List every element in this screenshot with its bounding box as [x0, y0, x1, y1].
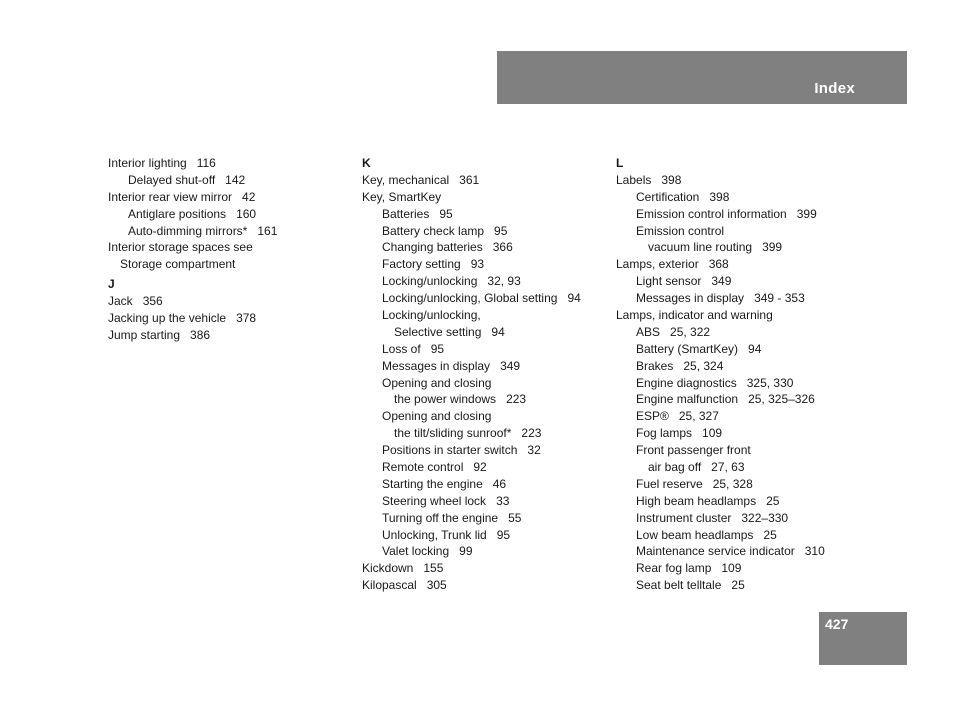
- index-entry: [362, 476, 612, 493]
- index-entry: [616, 324, 866, 341]
- index-entry-term: Unlocking, Trunk lid: [382, 527, 487, 542]
- index-entry-term: Lamps, indicator and warning: [616, 308, 773, 323]
- index-entry-page-ref: 349 - 353: [754, 291, 805, 306]
- index-entry-term: Rear fog lamp: [636, 561, 712, 576]
- index-entry-term: High beam headlamps: [636, 493, 757, 508]
- index-entry: [616, 493, 866, 510]
- index-entry: [362, 425, 612, 442]
- index-entry: [362, 273, 612, 290]
- index-entry: [616, 358, 866, 375]
- index-entry-page-ref: 325, 330: [746, 375, 794, 390]
- index-entry-term: Brakes: [636, 358, 674, 373]
- index-entry: [362, 358, 612, 375]
- index-entry-page-ref: 95: [494, 223, 508, 238]
- index-entry-page-ref: 32: [527, 443, 541, 458]
- index-letter-heading: K: [362, 156, 371, 170]
- index-entry: [616, 307, 866, 324]
- index-entry-term: Fuel reserve: [636, 476, 703, 491]
- index-entry-page-ref: 322–330: [741, 510, 789, 525]
- index-entry: [362, 391, 612, 408]
- index-entry-page-ref: 95: [430, 341, 445, 356]
- index-entry: [362, 510, 612, 527]
- index-entry-term: Factory setting: [382, 257, 461, 272]
- index-entry-term: Seat belt telltale: [636, 578, 722, 593]
- index-entry-page-ref: 116: [196, 156, 216, 170]
- index-entry: [616, 560, 866, 577]
- index-entry-term: Kilopascal: [362, 578, 417, 593]
- index-entry-page-ref: 310: [804, 544, 825, 559]
- index-entry: [362, 172, 612, 189]
- index-entry-page-ref: 155: [423, 561, 444, 576]
- index-entry: [616, 375, 866, 392]
- index-entry: [108, 327, 358, 344]
- index-entry-term: Fog lamps: [636, 426, 693, 441]
- index-entry-term: Batteries: [382, 206, 430, 221]
- index-entry-page-ref: 93: [470, 257, 485, 272]
- index-entry-term: Lamps, exterior: [616, 257, 699, 272]
- index-entry-page-ref: 398: [709, 189, 730, 204]
- index-entry-page-ref: 398: [661, 172, 682, 187]
- index-entry-term: Battery check lamp: [382, 223, 485, 238]
- index-letter-heading: J: [108, 277, 115, 292]
- index-entry: [616, 223, 866, 240]
- index-entry-term: Instrument cluster: [636, 510, 732, 525]
- index-entry-term: Storage compartment: [120, 257, 236, 272]
- index-entry-term: Kickdown: [362, 561, 414, 576]
- index-entry-page-ref: 356: [142, 294, 163, 309]
- index-entry-page-ref: 55: [508, 510, 522, 525]
- index-entry: [362, 493, 612, 510]
- index-entry-page-ref: 160: [236, 206, 257, 221]
- index-entry: [616, 577, 866, 594]
- index-entry-term: ABS: [636, 324, 661, 339]
- index-entry-page-ref: 349: [500, 358, 521, 373]
- index-entry-term: the power windows: [394, 392, 497, 407]
- index-entry-page-ref: 33: [496, 493, 510, 508]
- index-entry-term: Starting the engine: [382, 476, 483, 491]
- index-entry-term: Labels: [616, 172, 652, 187]
- index-entry-page-ref: 99: [459, 544, 473, 559]
- index-entry-term: Delayed shut-off: [128, 172, 216, 187]
- index-entry: [362, 307, 612, 324]
- index-entry-page-ref: 366: [492, 240, 513, 255]
- index-entry-term: Emission control: [636, 223, 725, 238]
- index-entry-page-ref: 223: [506, 392, 527, 407]
- index-entry: [616, 425, 866, 442]
- index-entry: [616, 341, 866, 358]
- index-entry-page-ref: 361: [459, 172, 480, 187]
- index-entry-term: Low beam headlamps: [636, 527, 754, 542]
- index-entry: [616, 239, 866, 256]
- index-entry-term: Maintenance service indicator: [636, 544, 795, 559]
- index-entry: [362, 341, 612, 358]
- index-entry-term: Front passenger front: [636, 443, 751, 458]
- index-entry-term: Jacking up the vehicle: [108, 311, 227, 326]
- index-entry-term: Interior storage spaces see: [108, 240, 253, 255]
- index-entry-term: Messages in display: [382, 358, 491, 373]
- index-entry-page-ref: 25, 327: [678, 409, 719, 424]
- index-entry-page-ref: 223: [521, 426, 542, 441]
- index-entry-page-ref: 94: [491, 324, 505, 339]
- index-entry-page-ref: 25: [731, 578, 745, 593]
- index-entry: [362, 239, 612, 256]
- index-entry-page-ref: 25, 325–326: [748, 392, 815, 407]
- index-entry: [616, 459, 866, 476]
- index-entry: [616, 527, 866, 544]
- index-entry-page-ref: 161: [257, 223, 278, 238]
- index-entry: [362, 290, 612, 307]
- index-entry-page-ref: 399: [796, 206, 817, 221]
- index-entry: [362, 459, 612, 476]
- index-entry-page-ref: 94: [567, 291, 581, 306]
- index-entry-page-ref: 94: [748, 341, 762, 356]
- index-entry-page-ref: 305: [426, 578, 447, 593]
- index-entry-term: Jack: [108, 294, 133, 309]
- index-entry: [616, 256, 866, 273]
- index-entry: [616, 476, 866, 493]
- index-entry: [616, 442, 866, 459]
- index-entry-term: Valet locking: [382, 544, 450, 559]
- index-entry: [362, 577, 612, 594]
- index-entry-term: Jump starting: [108, 327, 181, 342]
- index-entry-term: Interior lighting: [108, 156, 187, 170]
- index-entry-term: Remote control: [382, 460, 464, 475]
- index-entry-page-ref: 368: [708, 257, 729, 272]
- index-entry-term: Engine diagnostics: [636, 375, 737, 390]
- page-number-tab: [819, 612, 907, 665]
- index-entry: [362, 442, 612, 459]
- index-entry-page-ref: 32, 93: [487, 274, 521, 289]
- index-entry: [616, 172, 866, 189]
- index-column-3: [616, 155, 866, 594]
- index-entry-term: Opening and closing: [382, 375, 492, 390]
- index-entry: [362, 223, 612, 240]
- index-entry-term: Antiglare positions: [128, 206, 227, 221]
- index-entry-term: Messages in display: [636, 291, 745, 306]
- index-entry-page-ref: 92: [473, 460, 487, 475]
- section-title: Index: [814, 80, 855, 97]
- index-entry: [616, 290, 866, 307]
- index-entry-page-ref: 95: [496, 527, 511, 542]
- index-entry: [108, 172, 358, 189]
- index-entry-page-ref: 349: [711, 274, 732, 289]
- index-entry-term: Auto-dimming mirrors*: [128, 223, 248, 238]
- index-entry-term: Key, SmartKey: [362, 189, 442, 204]
- index-entry: [616, 391, 866, 408]
- index-entry-term: Emission control information: [636, 206, 787, 221]
- index-entry-term: Turning off the engine: [382, 510, 499, 525]
- index-entry-term: Key, mechanical: [362, 172, 450, 187]
- index-entry: [362, 206, 612, 223]
- index-entry-page-ref: 25, 328: [712, 476, 753, 491]
- index-entry: [362, 256, 612, 273]
- index-entry-page-ref: 95: [439, 206, 453, 221]
- index-entry: [108, 239, 358, 256]
- index-entry-page-ref: 109: [702, 426, 723, 441]
- index-entry: [616, 510, 866, 527]
- index-entry: [108, 293, 358, 310]
- index-entry-term: Selective setting: [394, 324, 482, 339]
- index-entry-term: Locking/unlocking, Global setting: [382, 291, 558, 306]
- index-column-1: [108, 155, 358, 344]
- index-entry-term: Changing batteries: [382, 240, 483, 255]
- index-entry-page-ref: 25: [766, 493, 780, 508]
- index-entry-term: Battery (SmartKey): [636, 341, 739, 356]
- index-entry: [362, 324, 612, 341]
- header-bar: [497, 51, 907, 104]
- index-entry: [362, 375, 612, 392]
- index-entry-term: Loss of: [382, 341, 421, 356]
- index-entry-term: vacuum line routing: [648, 240, 753, 255]
- index-letter-heading: L: [616, 156, 624, 170]
- index-entry-term: Steering wheel lock: [382, 493, 487, 508]
- index-entry-page-ref: 46: [492, 476, 507, 491]
- index-column-2: [362, 155, 612, 594]
- index-entry: [108, 206, 358, 223]
- index-entry-page-ref: 25, 322: [670, 324, 711, 339]
- index-entry-term: Light sensor: [636, 274, 702, 289]
- index-entry: [108, 256, 358, 273]
- index-entry-term: Opening and closing: [382, 409, 492, 424]
- index-entry: [616, 408, 866, 425]
- index-entry: [108, 155, 358, 172]
- index-entry: [616, 189, 866, 206]
- index-entry: [362, 560, 612, 577]
- index-entry-page-ref: 386: [190, 327, 211, 342]
- index-entry: [616, 543, 866, 560]
- index-entry: [108, 223, 358, 240]
- index-entry: [108, 189, 358, 206]
- index-entry: [362, 189, 612, 206]
- index-entry-page-ref: 25: [763, 527, 777, 542]
- index-entry: [108, 310, 358, 327]
- index-entry: [362, 543, 612, 560]
- index-entry-term: Interior rear view mirror: [108, 189, 233, 204]
- index-entry-page-ref: 109: [721, 561, 742, 576]
- index-entry-term: air bag off: [648, 460, 702, 475]
- index-entry-page-ref: 25, 324: [683, 358, 724, 373]
- page-number: 427: [825, 616, 849, 632]
- index-entry-page-ref: 42: [242, 189, 256, 204]
- index-entry-term: Engine malfunction: [636, 392, 739, 407]
- index-entry-term: Locking/unlocking: [382, 274, 478, 289]
- index-entry: [362, 527, 612, 544]
- index-entry-term: Positions in starter switch: [382, 443, 518, 458]
- index-entry-page-ref: 378: [236, 311, 257, 326]
- index-entry-term: the tilt/sliding sunroof*: [394, 426, 512, 441]
- index-entry-page-ref: 27, 63: [711, 460, 745, 475]
- index-entry-page-ref: 399: [762, 240, 783, 255]
- index-entry: [616, 206, 866, 223]
- index-entry-term: Locking/unlocking,: [382, 308, 481, 323]
- index-entry-term: Certification: [636, 189, 700, 204]
- index-entry-page-ref: 142: [225, 172, 246, 187]
- index-entry-term: ESP®: [636, 409, 669, 424]
- index-entry: [616, 273, 866, 290]
- index-entry: [362, 408, 612, 425]
